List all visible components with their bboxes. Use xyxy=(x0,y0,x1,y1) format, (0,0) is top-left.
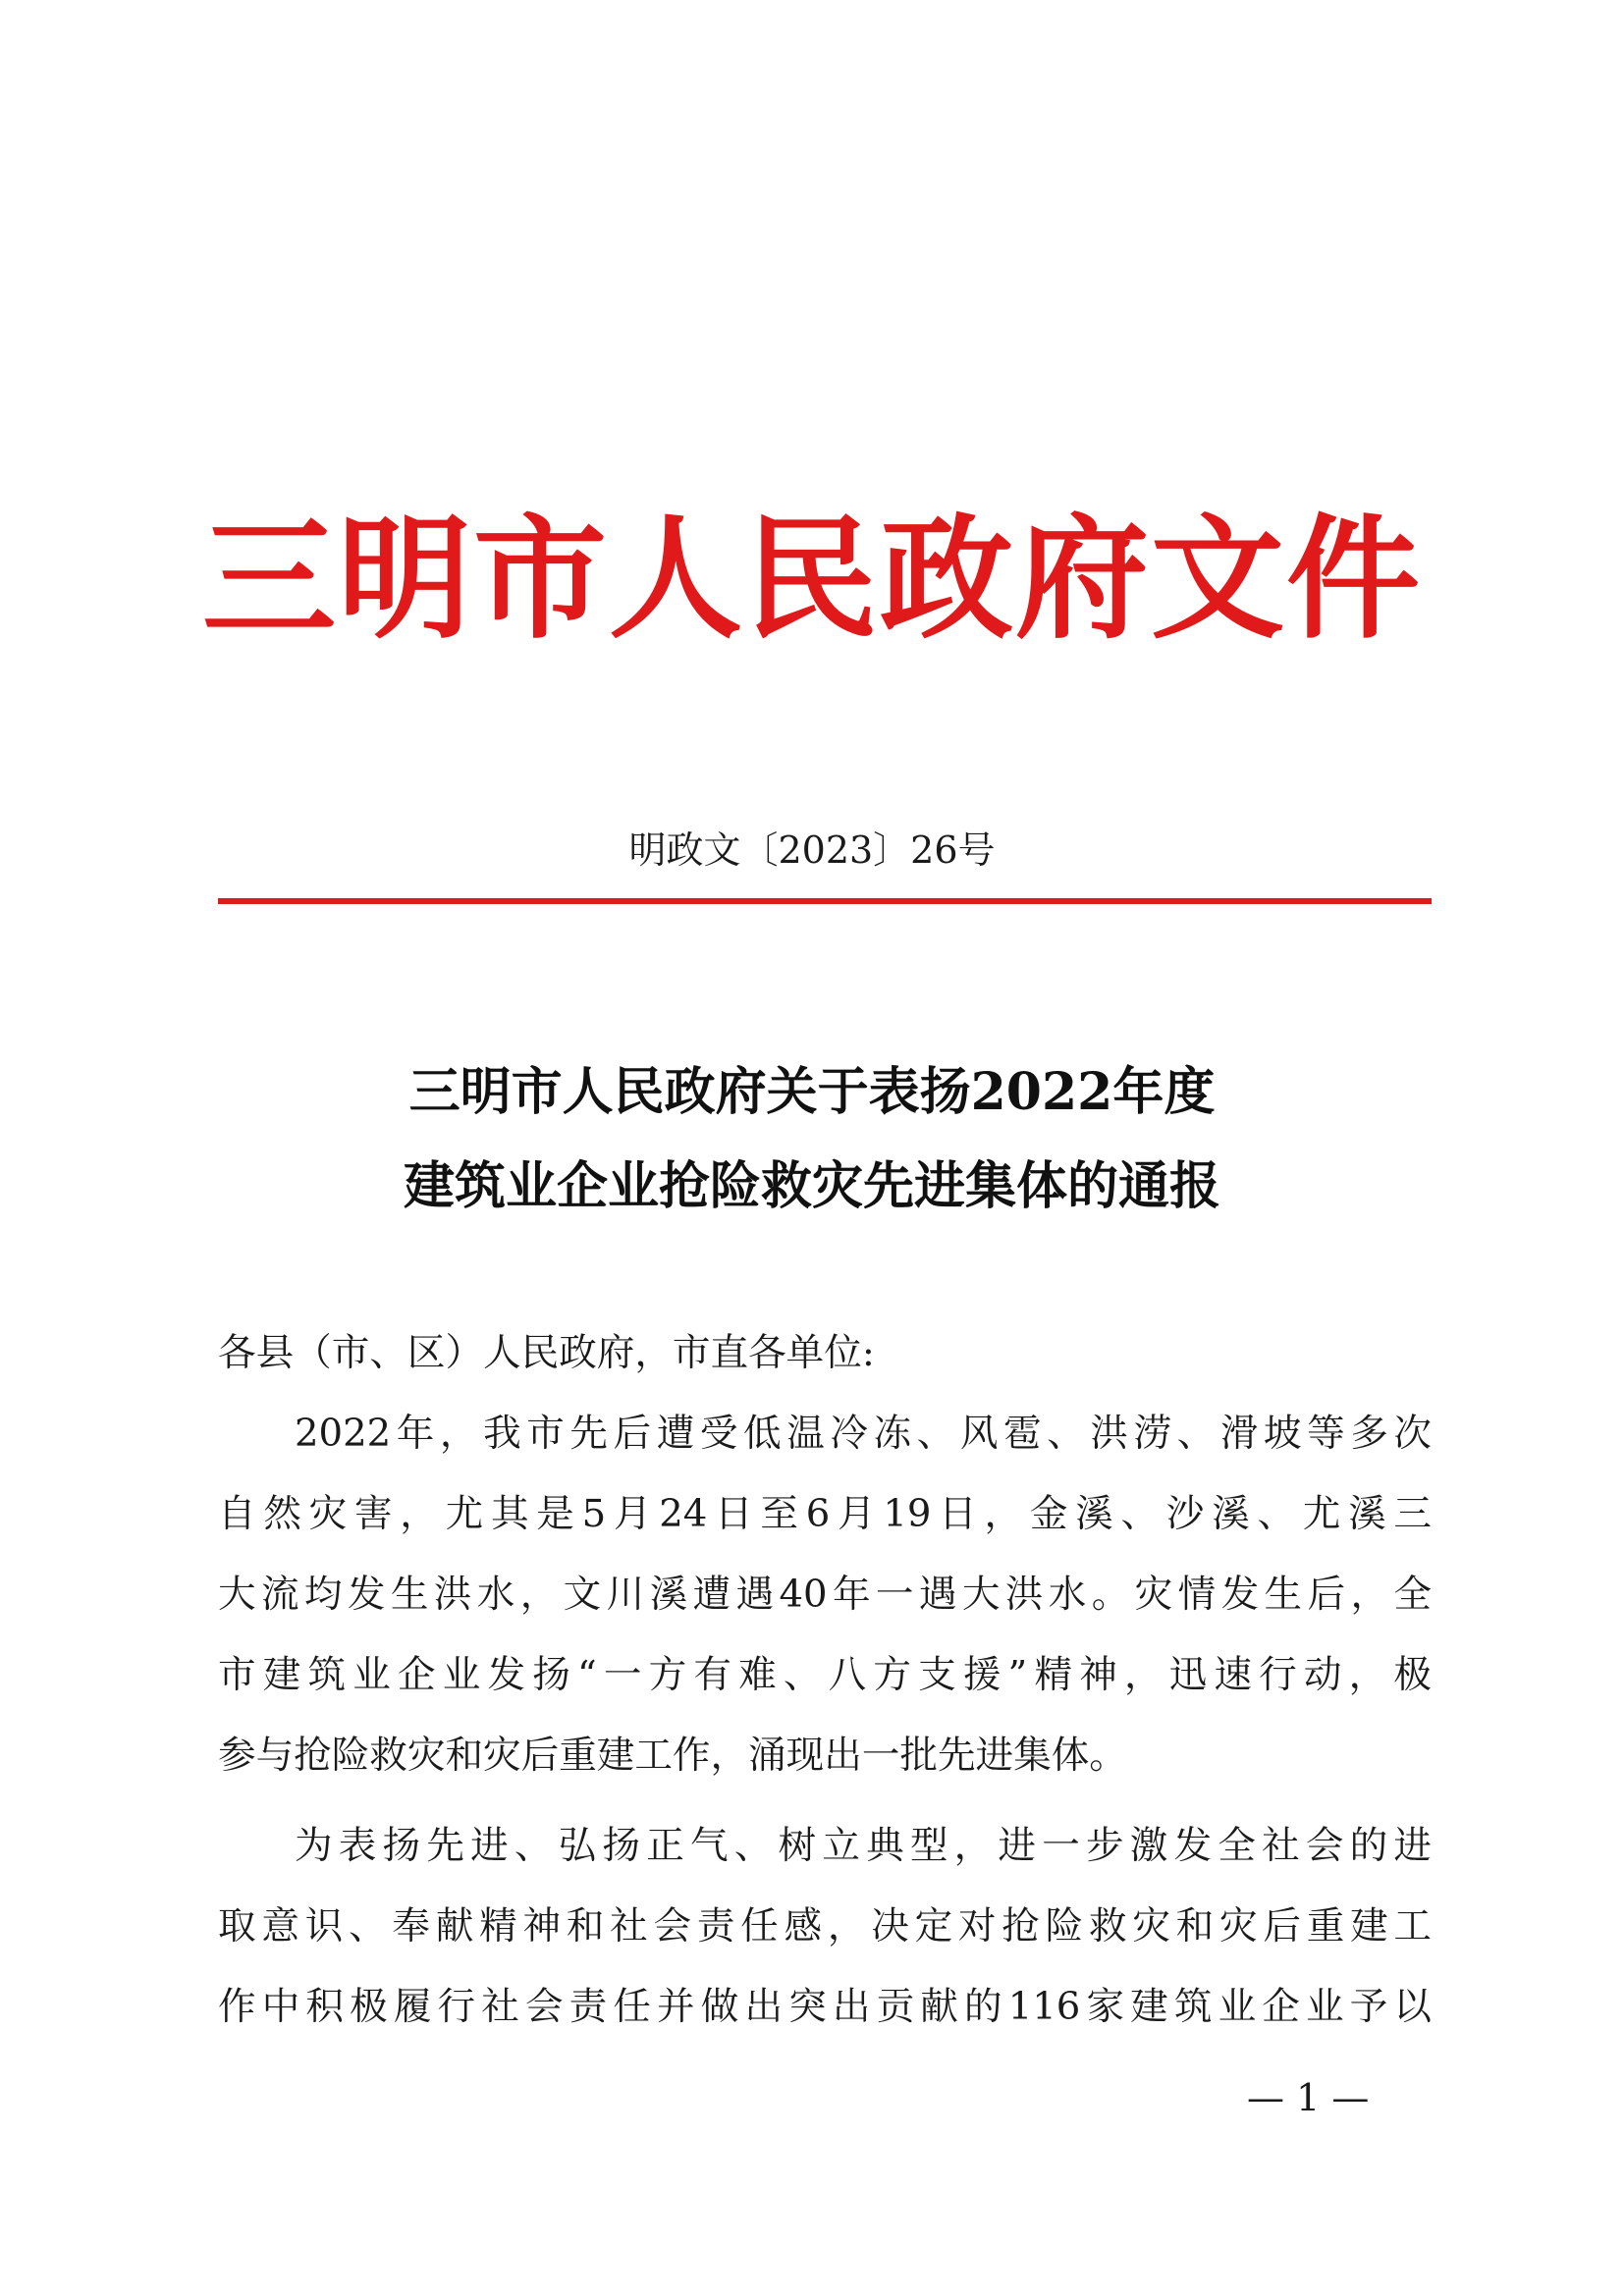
paragraph-1 xyxy=(218,1394,1432,1796)
paragraph-line: 为表扬先进、弘扬正气、树立典型，进一步激发全社会的进 xyxy=(295,1824,1432,1868)
page-number: — 1 — xyxy=(1247,2076,1370,2119)
paragraph-line: 市建筑业企业发扬“一方有难、八方支援”精神，迅速行动，极 xyxy=(218,1653,1432,1697)
paragraph-line: 取意识、奉献精神和社会责任感，决定对抢险救灾和灾后重建工 xyxy=(218,1904,1432,1949)
paragraph-line: 自然灾害，尤其是5月24日至6月19日，金溪、沙溪、尤溪三 xyxy=(218,1492,1432,1536)
title-line-1: 三明市人民政府关于表扬2022年度 xyxy=(408,1062,1216,1122)
title-line-2: 建筑业企业抢险救灾先进集体的通报 xyxy=(403,1156,1220,1216)
salutation: 各县（市、区）人民政府，市直各单位: xyxy=(218,1331,875,1375)
paragraph-line: 作中积极履行社会责任并做出突出贡献的116家建筑业企业予以 xyxy=(218,1985,1432,2029)
paragraph-2 xyxy=(218,1806,1432,2048)
notice-title xyxy=(0,1045,1624,1234)
paragraph-line: 参与抢险救灾和灾后重建工作，涌现出一批先进集体。 xyxy=(218,1734,1127,1778)
body-text xyxy=(218,1313,1432,2048)
masthead-title: 三明市人民政府文件 xyxy=(202,501,1422,658)
paragraph-line: 大流均发生洪水，文川溪遭遇40年一遇大洪水。灾情发生后，全 xyxy=(218,1573,1432,1617)
red-divider-line xyxy=(218,898,1432,904)
document-number: 明政文〔2023〕26号 xyxy=(628,828,996,872)
paragraph-line: 2022年，我市先后遭受低温冷冻、风雹、洪涝、滑坡等多次 xyxy=(295,1412,1432,1456)
